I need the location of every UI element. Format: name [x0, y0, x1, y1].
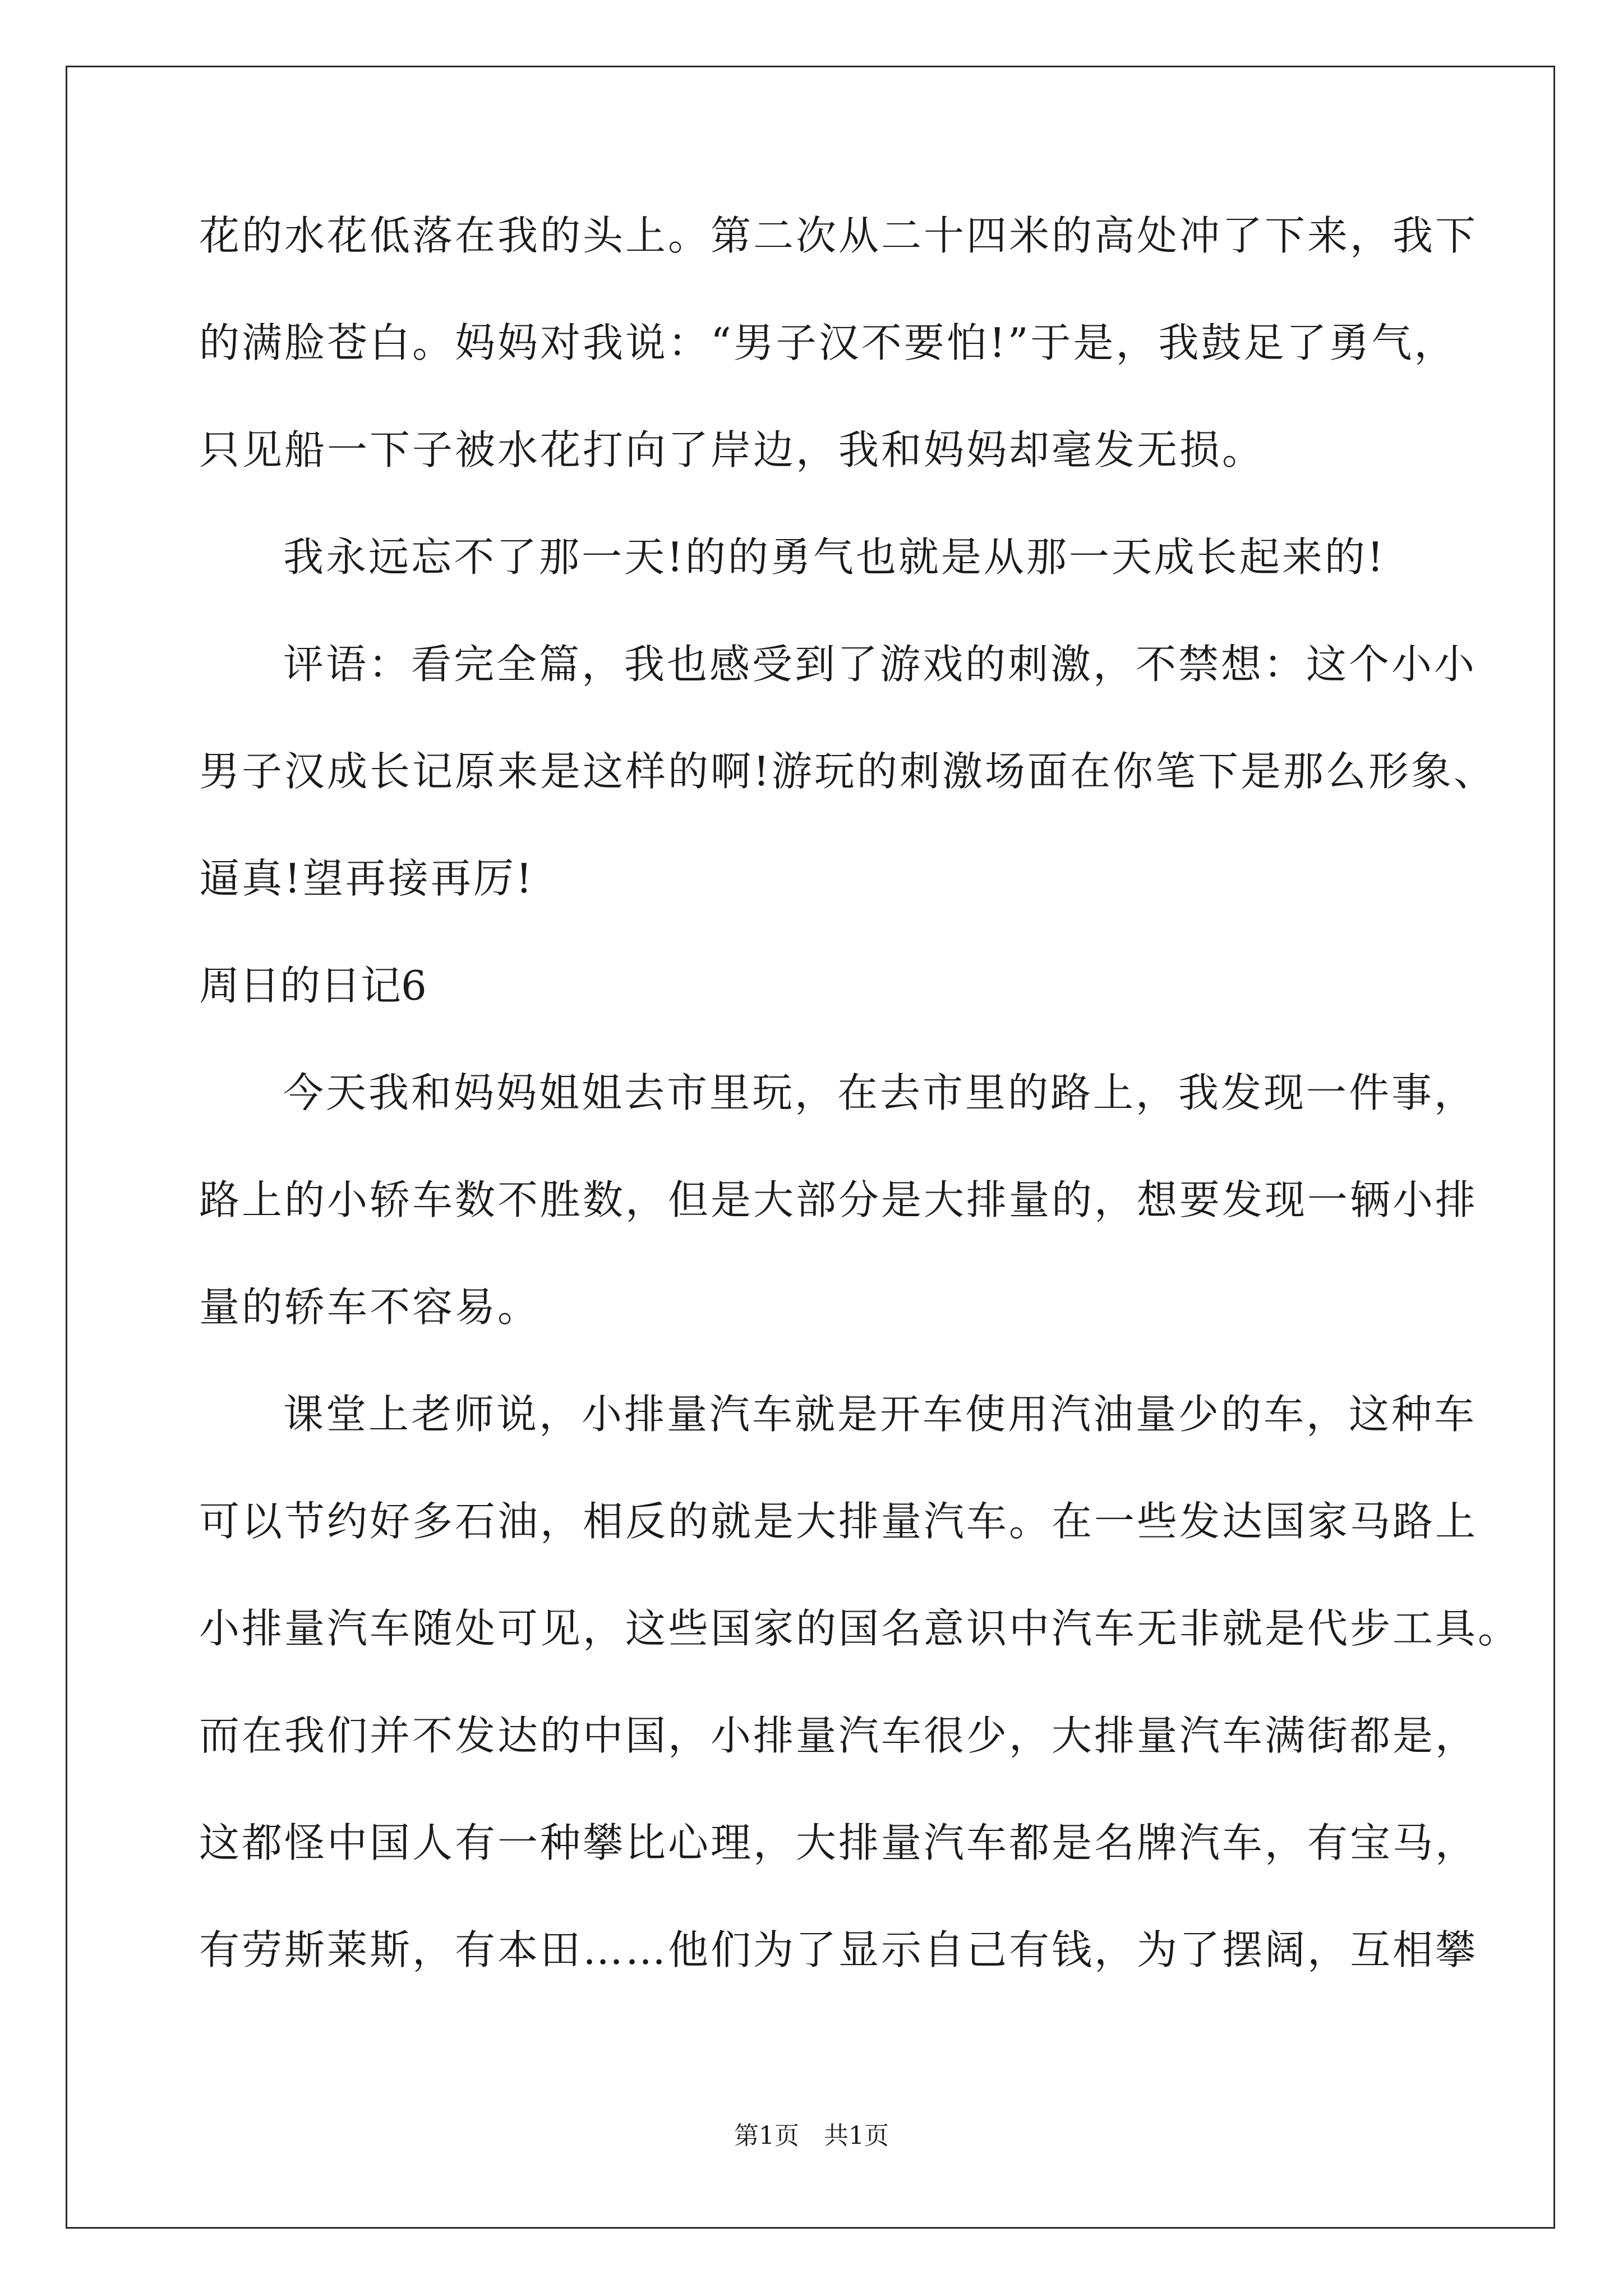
paragraph-5-line-4: 而在我们并不发达的中国，小排量汽车很少，大排量汽车满街都是，	[199, 1712, 1478, 1759]
paragraph-3-line-1: 评语：看完全篇，我也感受到了游戏的刺激，不禁想：这个小小	[283, 641, 1477, 688]
paragraph-5-line-2: 可以节约好多石油，相反的就是大排量汽车。在一些发达国家马路上	[199, 1498, 1478, 1545]
paragraph-1-line-3: 只见船一下子被水花打向了岸边，我和妈妈却毫发无损。	[199, 426, 1265, 473]
document-body	[199, 209, 1521, 2030]
paragraph-4-line-3: 量的轿车不容易。	[199, 1283, 541, 1331]
paragraph-5-line-1: 课堂上老师说，小排量汽车就是开车使用汽油量少的车，这种车	[283, 1391, 1477, 1438]
paragraph-1-line-2: 的满脸苍白。妈妈对我说：“男子汉不要怕!”于是，我鼓足了勇气，	[199, 319, 1457, 366]
paragraph-3-line-3: 逼真!望再接再厉!	[199, 855, 534, 902]
paragraph-5-line-6: 有劳斯莱斯，有本田……他们为了显示自己有钱，为了摆阔，互相攀	[199, 1926, 1478, 1973]
paragraph-5-line-3: 小排量汽车随处可见，这些国家的国名意识中汽车无非就是代步工具。	[199, 1605, 1521, 1652]
paragraph-1-line-1: 花的水花低落在我的头上。第二次从二十四米的高处冲了下来，我下	[199, 212, 1478, 259]
paragraph-3-line-2: 男子汉成长记原来是这样的啊!游玩的刺激场面在你笔下是那么形象、	[199, 748, 1496, 795]
paragraph-4-line-1: 今天我和妈妈姐姐去市里玩，在去市里的路上，我发现一件事，	[283, 1069, 1477, 1116]
page-number-footer: 第1页 共1页	[734, 2122, 889, 2150]
section-heading: 周日的日记6	[199, 962, 427, 1009]
paragraph-5-line-5: 这都怪中国人有一种攀比心理，大排量汽车都是名牌汽车，有宝马，	[199, 1819, 1478, 1866]
paragraph-2-line-1: 我永远忘不了那一天!的的勇气也就是从那一天成长起来的!	[283, 533, 1386, 581]
paragraph-4-line-2: 路上的小轿车数不胜数，但是大部分是大排量的，想要发现一辆小排	[199, 1176, 1478, 1223]
